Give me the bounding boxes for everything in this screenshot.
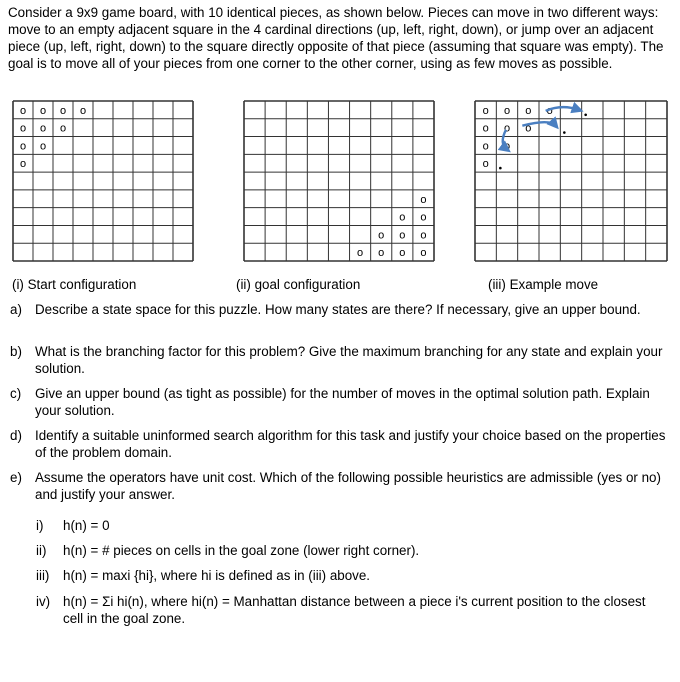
heuristic-text: h(n) = Σi hi(n), where hi(n) = Manhattan distance between a piece i's current position to the closest cell in the goal zone. <box>63 594 646 626</box>
heuristic-iii <box>36 567 666 584</box>
heuristic-label: ii) <box>36 543 47 558</box>
game-piece: o <box>399 211 406 224</box>
target-dot <box>563 131 566 134</box>
game-piece: o <box>79 104 87 117</box>
target-dot <box>499 167 502 170</box>
game-piece: o <box>399 229 406 242</box>
goal-board <box>243 100 435 262</box>
game-piece: o <box>482 158 489 171</box>
question-text: Give an upper bound (as tight as possible) for the number of moves in the optimal solution path. Explain your solution. <box>35 386 650 418</box>
game-piece: o <box>399 247 406 260</box>
game-piece: o <box>19 140 27 153</box>
heuristic-label: i) <box>36 518 44 533</box>
game-piece: o <box>503 122 511 135</box>
game-piece: o <box>39 104 47 117</box>
game-piece: o <box>39 122 47 135</box>
question-d <box>10 427 670 461</box>
question-label: b) <box>10 344 22 359</box>
question-e <box>10 469 670 503</box>
heuristic-label: iii) <box>36 568 50 583</box>
heuristic-label: iv) <box>36 594 51 609</box>
question-text: Identify a suitable uninformed search algorithm for this task and justify your choice based on the properties of the problem domain. <box>35 428 666 460</box>
question-label: c) <box>10 386 22 401</box>
question-label: a) <box>10 302 22 317</box>
goal-caption: (ii) goal configuration <box>236 277 361 292</box>
game-piece: o <box>482 140 489 153</box>
game-piece: o <box>378 229 385 242</box>
heuristic-text: h(n) = 0 <box>63 518 110 533</box>
question-a <box>10 301 670 318</box>
game-piece: o <box>420 247 427 260</box>
question-text: What is the branching factor for this problem? Give the maximum branching for any state and explain your solution. <box>35 344 663 376</box>
game-piece: o <box>525 122 532 135</box>
game-piece: o <box>59 104 67 117</box>
heuristic-text: h(n) = maxi {hi}, where hi is defined as in (iii) above. <box>63 568 371 583</box>
question-b <box>10 343 670 377</box>
game-piece: o <box>19 104 27 117</box>
heuristic-ii <box>36 542 666 559</box>
start-board <box>12 100 194 262</box>
question-text: Assume the operators have unit cost. Which of the following possible heuristics are admissible (yes or no) and justify your answer. <box>35 470 661 502</box>
game-piece: o <box>420 193 427 206</box>
game-piece: o <box>19 122 27 135</box>
game-piece: o <box>420 211 427 224</box>
game-piece: o <box>482 104 489 117</box>
game-piece: o <box>503 140 511 153</box>
question-c <box>10 385 670 419</box>
game-piece: o <box>546 104 553 117</box>
start-caption: (i) Start configuration <box>12 277 137 292</box>
question-text: Describe a state space for this puzzle. How many states are there? If necessary, give an upper bound. <box>35 302 641 317</box>
heuristic-text: h(n) = # pieces on cells in the goal zone (lower right corner). <box>63 543 420 558</box>
heuristic-i <box>36 517 666 534</box>
example-board <box>474 100 668 262</box>
question-label: d) <box>10 428 22 443</box>
game-piece: o <box>482 122 489 135</box>
problem-intro: Consider a 9x9 game board, with 10 identical pieces, as shown below. Pieces can move in two different ways: move to an empty adjacent square in the 4 cardinal directions (up, left, right, down), or jump over an adjacent piece (up, left, right, down) to the square directly opposite of that piece (assuming that square was empty). The goal is to move all of your pieces from one corner to the other corner, using as few moves as possible. <box>8 5 664 71</box>
heuristic-iv <box>36 593 666 627</box>
game-piece: o <box>59 122 67 135</box>
game-piece: o <box>378 247 385 260</box>
game-piece: o <box>420 229 427 242</box>
game-piece: o <box>525 104 532 117</box>
target-dot <box>584 113 587 116</box>
game-piece: o <box>19 158 27 171</box>
game-piece: o <box>503 104 511 117</box>
board-grid <box>244 101 434 261</box>
game-piece: o <box>39 140 47 153</box>
game-piece: o <box>357 247 364 260</box>
example-caption: (iii) Example move <box>488 277 599 292</box>
question-label: e) <box>10 470 22 485</box>
